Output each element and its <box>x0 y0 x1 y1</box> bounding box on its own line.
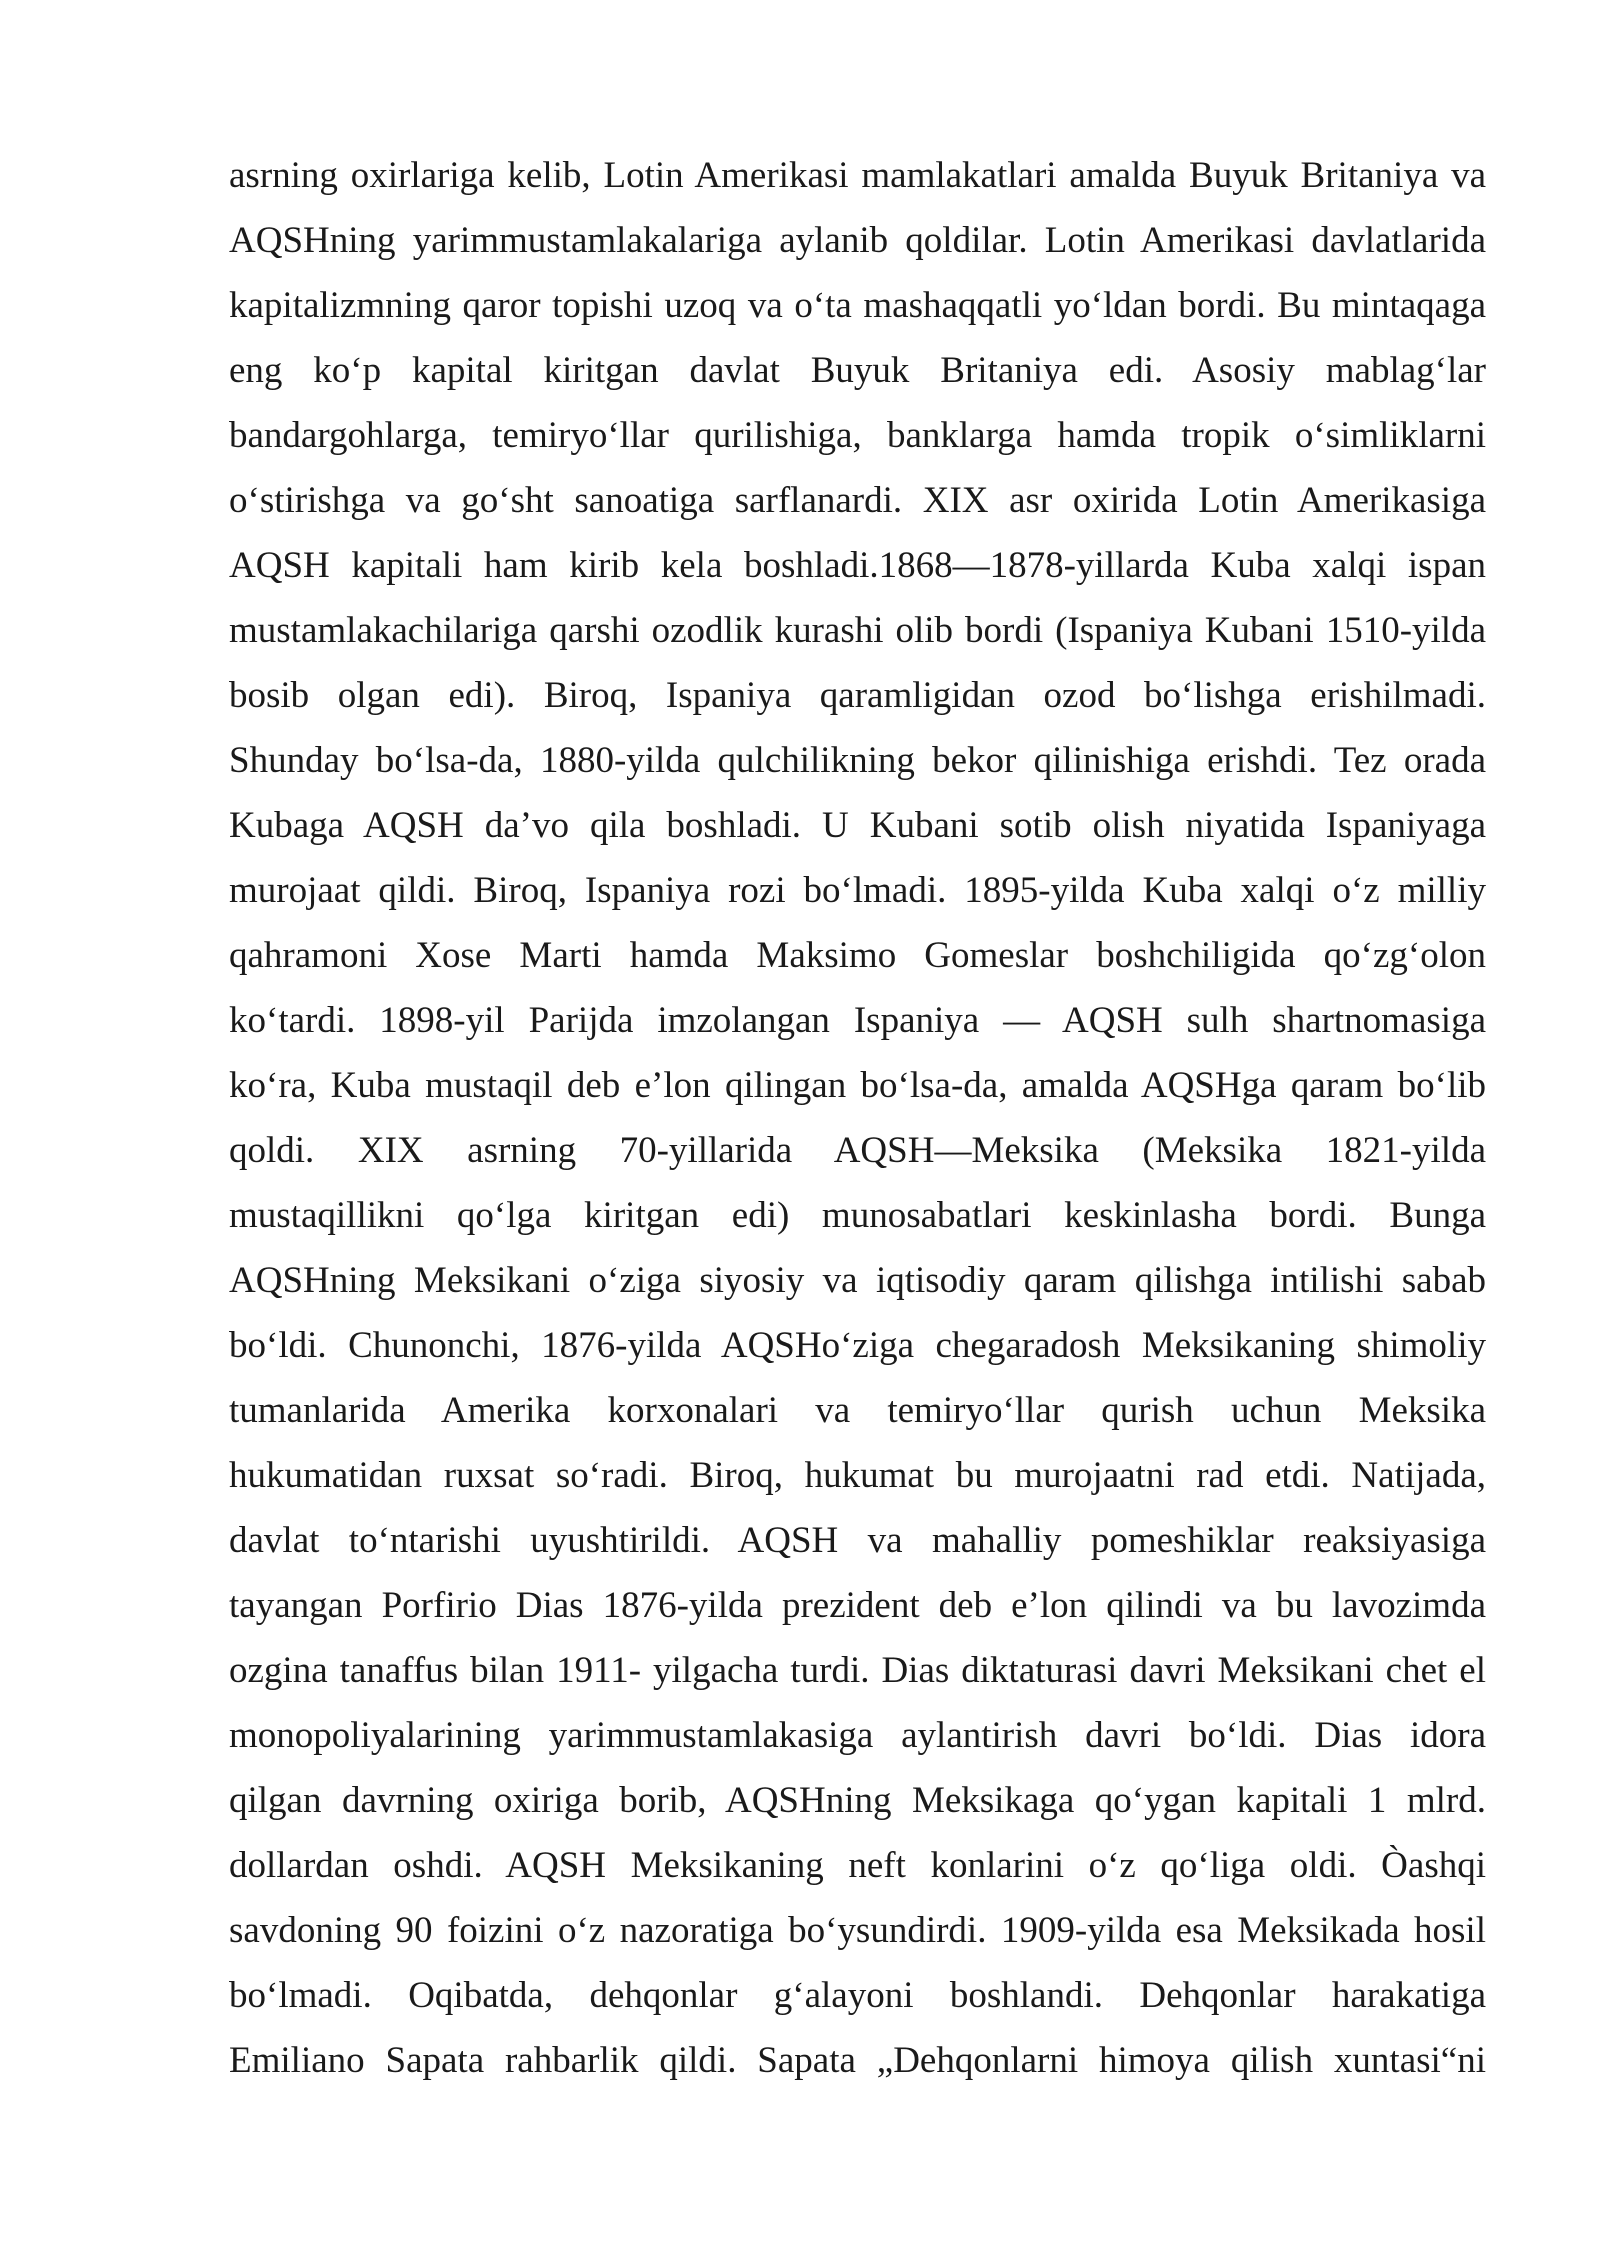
text-line: Kubaga AQSH da’vo qila boshladi. U Kubani sotib olish niyatida Ispaniyaga <box>229 805 1486 846</box>
text-line: Shunday bo‘lsa-da, 1880-yilda qulchilikning bekor qilinishiga erishdi. Tez orada <box>229 740 1486 781</box>
text-line: asrning oxirlariga kelib, Lotin Amerikasi mamlakatlari amalda Buyuk Britaniya va <box>229 155 1486 196</box>
text-line: qilgan davrning oxiriga borib, AQSHning Meksikaga qo‘ygan kapitali 1 mlrd. <box>229 1780 1486 1821</box>
text-line: o‘stirishga va go‘sht sanoatiga sarflanardi. XIX asr oxirida Lotin Amerikasiga <box>229 480 1486 521</box>
text-line: qahramoni Xose Marti hamda Maksimo Gomeslar boshchiligida qo‘zg‘olon <box>229 935 1486 976</box>
text-line: Emiliano Sapata rahbarlik qildi. Sapata „Dehqonlarni himoya qilish xuntasi“ni <box>229 2040 1486 2081</box>
text-line: ko‘tardi. 1898-yil Parijda imzolangan Ispaniya — AQSH sulh shartnomasiga <box>229 1000 1486 1041</box>
text-line: ozgina tanaffus bilan 1911- yilgacha turdi. Dias diktaturasi davri Meksikani chet el <box>229 1650 1486 1691</box>
text-line: mustaqillikni qo‘lga kiritgan edi) munosabatlari keskinlasha bordi. Bunga <box>229 1195 1486 1236</box>
text-line: hukumatidan ruxsat so‘radi. Biroq, hukumat bu murojaatni rad etdi. Natijada, <box>229 1455 1486 1496</box>
text-line: davlat to‘ntarishi uyushtirildi. AQSH va mahalliy pomeshiklar reaksiyasiga <box>229 1520 1486 1561</box>
text-line: AQSHning Meksikani o‘ziga siyosiy va iqtisodiy qaram qilishga intilishi sabab <box>229 1260 1486 1301</box>
text-line: tayangan Porfirio Dias 1876-yilda prezident deb e’lon qilindi va bu lavozimda <box>229 1585 1486 1626</box>
text-line: murojaat qildi. Biroq, Ispaniya rozi bo‘lmadi. 1895-yilda Kuba xalqi o‘z milliy <box>229 870 1486 911</box>
text-line: dollardan oshdi. AQSH Meksikaning neft konlarini o‘z qo‘liga oldi. Òashqi <box>229 1845 1486 1886</box>
text-line: bo‘ldi. Chunonchi, 1876-yilda AQSHo‘ziga chegaradosh Meksikaning shimoliy <box>229 1325 1486 1366</box>
text-line: eng ko‘p kapital kiritgan davlat Buyuk Britaniya edi. Asosiy mablag‘lar <box>229 350 1486 391</box>
text-line: tumanlarida Amerika korxonalari va temiryo‘llar qurish uchun Meksika <box>229 1390 1486 1431</box>
text-line: bosib olgan edi). Biroq, Ispaniya qaramligidan ozod bo‘lishga erishilmadi. <box>229 675 1486 716</box>
text-line: ko‘ra, Kuba mustaqil deb e’lon qilingan bo‘lsa-da, amalda AQSHga qaram bo‘lib <box>229 1065 1486 1106</box>
text-line: bandargohlarga, temiryo‘llar qurilishiga, banklarga hamda tropik o‘simliklarni <box>229 415 1486 456</box>
text-line: bo‘lmadi. Oqibatda, dehqonlar g‘alayoni boshlandi. Dehqonlar harakatiga <box>229 1975 1486 2016</box>
text-line: mustamlakachilariga qarshi ozodlik kurashi olib bordi (Ispaniya Kubani 1510-yilda <box>229 610 1486 651</box>
text-line: qoldi. XIX asrning 70-yillarida AQSH—Meksika (Meksika 1821-yilda <box>229 1130 1486 1171</box>
text-line: savdoning 90 foizini o‘z nazoratiga bo‘ysundirdi. 1909-yilda esa Meksikada hosil <box>229 1910 1486 1951</box>
text-line: AQSH kapitali ham kirib kela boshladi.1868—1878-yillarda Kuba xalqi ispan <box>229 545 1486 586</box>
text-line: kapitalizmning qaror topishi uzoq va o‘ta mashaqqatli yo‘ldan bordi. Bu mintaqaga <box>229 285 1486 326</box>
text-line: monopoliyalarining yarimmustamlakasiga aylantirish davri bo‘ldi. Dias idora <box>229 1715 1486 1756</box>
body-text <box>229 151 1486 2101</box>
text-line: AQSHning yarimmustamlakalariga aylanib qoldilar. Lotin Amerikasi davlatlarida <box>229 220 1486 261</box>
